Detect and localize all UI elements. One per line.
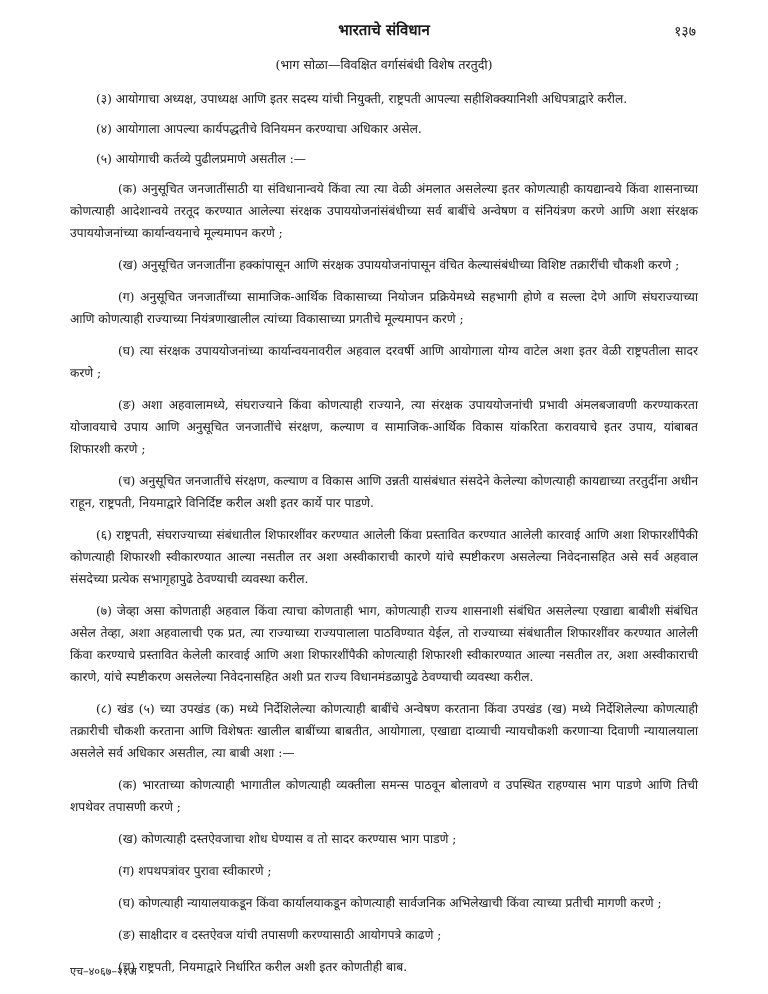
page-number: १३७ [674, 24, 696, 40]
clause-8-nga: (ङ) साक्षीदार व दस्तऐवज यांची तपासणी करण्यासाठी आयोगपत्रे काढणे ; [118, 928, 442, 942]
clause-3: (३) आयोगाचा अध्यक्ष, उपाध्यक्ष आणि इतर सदस्य यांची नियुक्ती, राष्ट्रपती आपल्या सहीशिक्क्यानिशी अधिपत्राद्वारे करील. [96, 92, 628, 106]
part-subtitle: (भाग सोळा—विवक्षित वर्गासंबंधी विशेष तरतुदी) [275, 57, 493, 72]
clause-8-gha: (घ) कोणत्याही न्यायालयाकडून किंवा कार्यालयाकडून कोणत्याही सार्वजनिक अभिलेखाची किंवा त्याच्या प्रतीची मागणी करणे ; [118, 896, 662, 910]
clause-8-kha: (ख) कोणत्याही दस्तऐवजाचा शोध घेण्यास व तो सादर करण्यास भाग पाडणे ; [118, 832, 457, 846]
clause-5-kha: (ख) अनुसूचित जनजातींना हक्कांपासून आणि संरक्षक उपाययोजनांपासून वंचित केल्यासंबंधीच्या विशिष्ट तक्रारींची चौकशी करणे ; [118, 258, 680, 272]
clause-8-cha: (च) राष्ट्रपती, नियमाद्वारे निर्धारित करील अशी इतर कोणतीही बाब. [118, 960, 408, 974]
clause-5: (५) आयोगाची कर्तव्ये पुढीलप्रमाणे असतील :— [96, 152, 306, 166]
clause-6: (६) राष्ट्रपती, संघराज्याच्या संबंधातील शिफारशींवर करण्यात आलेली किंवा प्रस्तावित करण्यात आलेली कारवाई आणि अशा शिफारशींपैकी कोणत्याही शिफारशी स्वीकारण्यात आल्या नसतील तर अशा अस्वीकाराची कारणे यांचे स्पष्टीकरण असलेल्या निवेदनासहित असे सर्व अहवाल संसदेच्या प्रत्येक सभागृहापुढे ठेवण्याची व्यवस्था करील. [70, 528, 698, 586]
clause-5-ga: (ग) अनुसूचित जनजातींच्या सामाजिक-आर्थिक विकासाच्या नियोजन प्रक्रियेमध्ये सहभागी होणे व सल्ला देणे आणि संघराज्याच्या आणि कोणत्याही राज्याच्या नियंत्रणाखालील त्यांच्या विकासाच्या प्रगतीचे मूल्यमापन करणे ; [70, 290, 698, 326]
clause-5-ka: (क) अनुसूचित जनजातींसाठी या संविधानान्वये किंवा त्या त्या वेळी अंमलात असलेल्या इतर कोणत्याही कायद्यान्वये किंवा शासनाच्या कोणत्याही आदेशान्वये तरतूद करण्यात आलेल्या संरक्षक उपाययोजनांसंबंधीच्या सर्व बाबींचे अन्वेषण व संनियंत्रण करणे आणि अशा संरक्षक उपाययोजनांच्या कार्यान्वयनाचे मूल्यमापन करणे ; [70, 182, 698, 240]
document-body [70, 88, 698, 988]
clause-5-cha: (च) अनुसूचित जनजातींचे संरक्षण, कल्याण व विकास आणि उन्नती यासंबंधात संसदेने केलेल्या कोणत्याही कायद्याच्या तरतुदींना अधीन राहून, राष्ट्रपती, नियमाद्वारे विनिर्दिष्ट करील अशी इतर कार्ये पार पाडणे. [70, 474, 698, 510]
clause-8-ka: (क) भारताच्या कोणत्याही भागातील कोणत्याही व्यक्तीला समन्स पाठवून बोलावणे व उपस्थित राहण्यास भाग पाडणे आणि तिची शपथेवर तपासणी करणे ; [70, 778, 698, 814]
print-code-footer: एच–४०६७–२१अ [70, 965, 137, 978]
clause-5-nga: (ङ) अशा अहवालामध्ये, संघराज्याने किंवा कोणत्याही राज्याने, त्या संरक्षक उपाययोजनांची प्रभावी अंमलबजावणी करण्याकरता योजावयाचे उपाय आणि अनुसूचित जनजातींचे संरक्षण, कल्याण व सामाजिक-आर्थिक विकास यांकरिता करावयाचे इतर उपाय, यांबाबत शिफारशी करणे ; [70, 398, 698, 456]
clause-7: (७) जेव्हा असा कोणताही अहवाल किंवा त्याचा कोणताही भाग, कोणत्याही राज्य शासनाशी संबंधित असलेल्या एखाद्या बाबीशी संबंधित असेल तेव्हा, अशा अहवालाची एक प्रत, त्या राज्याच्या राज्यपालाला पाठविण्यात येईल, तो राज्याच्या संबंधातील शिफारशींवर करण्यात आलेली किंवा करण्याचे प्रस्तावित केलेली कारवाई आणि अशा शिफारशींपैकी कोणत्याही शिफारशी स्वीकारण्यात आल्या नसतील तर, अशा अस्वीकाराची कारणे, यांचे स्पष्टीकरण असलेल्या निवेदनासहित अशी प्रत राज्य विधानमंडळापुढे ठेवण्याची व्यवस्था करील. [70, 604, 698, 684]
page-title: भारताचे संविधान [338, 21, 430, 39]
clause-8-ga: (ग) शपथपत्रांवर पुरावा स्वीकारणे ; [118, 864, 272, 878]
clause-5-gha: (घ) त्या संरक्षक उपाययोजनांच्या कार्यान्वयनावरील अहवाल दरवर्षी आणि आयोगाला योग्य वाटेल अशा इतर वेळी राष्ट्रपतीला सादर करणे ; [70, 344, 698, 380]
clause-4: (४) आयोगाला आपल्या कार्यपद्धतीचे विनियमन करण्याचा अधिकार असेल. [96, 122, 422, 136]
clause-8: (८) खंड (५) च्या उपखंड (क) मध्ये निर्देशिलेल्या कोणत्याही बाबींचे अन्वेषण करताना किंवा उपखंड (ख) मध्ये निर्देशिलेल्या कोणत्याही तक्रारीची चौकशी करताना आणि विशेषतः खालील बाबींच्या बाबतीत, आयोगाला, एखाद्या दाव्याची न्यायचौकशी करणाऱ्या दिवाणी न्यायालयाला असलेले सर्व अधिकार असतील, त्या बाबी अशा :— [70, 702, 698, 760]
